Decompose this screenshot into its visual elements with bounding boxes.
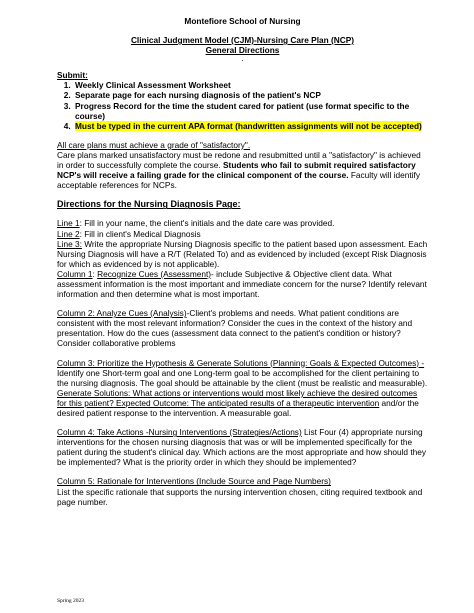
line-1-paragraph: Line 1: Fill in your name, the client's initials and the date care was provided.: [57, 218, 335, 229]
line-2-paragraph: Line 2: Fill in client's Medical Diagnosis: [57, 228, 201, 239]
document-title: Clinical Judgment Model (CJM)-Nursing Care Plan (NCP): [130, 35, 355, 46]
directions-heading: Directions for the Nursing Diagnosis Page:: [57, 199, 241, 210]
school-name: Montefiore School of Nursing: [184, 16, 301, 26]
submit-list: [57, 80, 428, 130]
submit-item: 2. Separate page for each nursing diagnosis of the patient's NCP: [73, 90, 428, 100]
footer-semester: Spring 2023: [57, 598, 85, 604]
line-3-paragraph: Line 3: Write the appropriate Nursing Diagnosis specific to the patient based upon assessment. Each Nursing Diagnosis will have a R/T (Related To) and as evidenced by included (except Risk Diagnosis for which as evidenced by is not applicable).: [57, 238, 428, 269]
grading-heading: All care plans must achieve a grade of "satisfactory".: [57, 139, 251, 150]
column-3-paragraph: Column 3: Prioritize the Hypothesis & Generate Solutions (Planning: Goals & Expected Outcomes) - Identify one Short-term goal and one Long-term goal to be accomplished for the client pertaining to the nursing diagnosis. The goal should be attainable by the client (must be realistic and measurable). Generate Solutions: What actions or interventions would most likely achieve the desired outcomes for this patient? Expected Outcome: The anticipated results of a therapeutic intervention and/or the desired patient response to the intervention. A measurable goal.: [57, 357, 428, 418]
grading-warning: Students who fail to submit required satisfactory NCP's will receive a failing grade for the clinical component of the course.: [57, 160, 416, 181]
column-4-paragraph: Column 4: Take Actions -Nursing Interventions (Strategies/Actions) List Four (4) appropriate nursing interventions for the chosen nursing diagnosis that was or will be implemented specifically for the patient during the student's clinical day. Which actions are the most appropriate and how should they be implemented? What is the priority order in which they should be implemented?: [57, 427, 427, 468]
grading-paragraph: Care plans marked unsatisfactory must be redone and resubmitted until a "satisfactory" is achieved in order to successfully complete the course. Students who fail to submit required satisfactory NCP's will receive a failing grade for the clinical component of the course. Faculty will identify acceptable references for NCPs.: [57, 149, 421, 191]
submit-item-highlighted: 4. Must be typed in the current APA format (handwritten assignments will not be accepted): [73, 121, 428, 131]
column-1-paragraph: Column 1: Recognize Cues (Assessment)- include Subjective & Objective client data. What assessment information is the most important and immediate concern for the nurse? Identify relevant information and then determine what is most important.: [57, 268, 427, 300]
submit-item: 1. Weekly Clinical Assessment Worksheet: [73, 80, 428, 90]
submit-item: 3. Progress Record for the time the student cared for patient (use format specific to the course): [73, 101, 428, 121]
column-5-paragraph: Column 5: Rationale for Interventions (Include Source and Page Numbers) List the specific rationale that supports the nursing intervention chosen, citing required textbook and page number.: [57, 476, 423, 507]
stray-dot: .: [241, 53, 244, 64]
document-subtitle: General Directions: [205, 45, 280, 56]
submit-heading: Submit:: [57, 70, 88, 81]
column-2-paragraph: Column 2: Analyze Cues (Analysis)-Client's problems and needs. What patient conditions are consistent with the most relevant information? Consider the cues in the context of the history and presentation. How do the cues (assessment data connect to the patient's condition or history? Consider collaborative problems: [57, 308, 413, 349]
